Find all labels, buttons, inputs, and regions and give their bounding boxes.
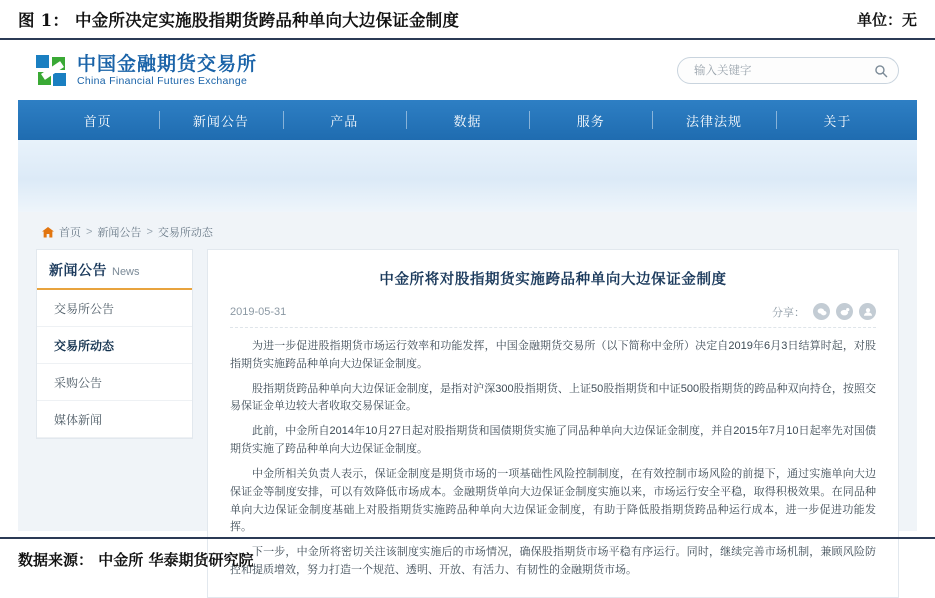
sidebar-item-exchange-announcements[interactable] [37, 290, 192, 327]
sidebar-item-label: 交易所公告 [54, 301, 115, 316]
nav-label: 法律法规 [686, 113, 743, 129]
main-nav [18, 100, 917, 140]
nav-item-news[interactable] [159, 100, 282, 140]
site-logo[interactable] [36, 54, 257, 87]
nav-label: 首页 [83, 113, 112, 129]
nav-item-products[interactable] [283, 100, 406, 140]
sidebar-item-label: 采购公告 [54, 375, 103, 390]
breadcrumb [36, 212, 899, 249]
sidebar-title-cn: 新闻公告 [49, 262, 107, 278]
search-input[interactable] [692, 64, 874, 78]
sidebar-item-procurement[interactable] [37, 364, 192, 401]
article-paragraph: 为进一步促进股指期货市场运行效率和功能发挥，中国金融期货交易所（以下简称中金所）决定自2019年6月3日结算时起，对股指期货实施跨品种单向大边保证金制度。 [230, 340, 876, 370]
nav-label: 产品 [330, 113, 359, 129]
qzone-share-icon[interactable] [859, 303, 876, 320]
breadcrumb-separator: > [146, 226, 153, 238]
nav-item-data[interactable] [406, 100, 529, 140]
article-paragraph: 中金所相关负责人表示，保证金制度是期货市场的一项基础性风险控制制度，在有效控制市场风险的前提下，通过实施单向大边保证金等制度安排，可以有效降低市场成本。金融期货单向大边保证金制度实施以来，市场运行安全平稳，取得积极效果。在同品种单向大边保证金制度基础上对股指期货实施跨品种单向大边保证金制度，有助于降低股指期货跨品种运行成本，进一步促进功能发挥。 [230, 467, 876, 534]
nav-item-home[interactable] [36, 100, 159, 140]
share-label: 分享： [772, 306, 805, 319]
wechat-share-icon[interactable] [813, 303, 830, 320]
sidebar-item-label: 媒体新闻 [54, 412, 103, 427]
figure-source: 数据来源： 中金所 华泰期货研究院 [18, 550, 254, 569]
article-paragraph: 股指期货跨品种单向大边保证金制度，是指对沪深300股指期货、上证50股指期货和中证500股指期货的跨品种双向持仓，按照交易保证金单边较大者收取交易保证金。 [230, 382, 876, 413]
sidebar-item-media-news[interactable] [37, 401, 192, 438]
nav-label: 关于 [823, 113, 852, 129]
sidebar-header [37, 250, 192, 290]
breadcrumb-item-current: 交易所动态 [157, 227, 213, 239]
breadcrumb-item-home[interactable]: 首页 [59, 227, 81, 239]
article-paragraph: 下一步，中金所将密切关注该制度实施后的市场情况，确保股指期货市场平稳有序运行。同时，继续完善市场机制，兼顾风险防控和提质增效，努力打造一个规范、透明、开放、有活力、有韧性的金融期货市场。 [230, 546, 876, 576]
cffex-logo-icon [36, 55, 68, 87]
page-banner [18, 140, 917, 212]
nav-item-about[interactable] [776, 100, 899, 140]
nav-label: 数据 [453, 113, 482, 129]
nav-label: 服务 [576, 113, 605, 129]
sidebar-item-exchange-news[interactable] [37, 327, 192, 364]
search-box[interactable] [677, 57, 899, 84]
breadcrumb-item-news[interactable]: 新闻公告 [97, 227, 142, 239]
nav-item-services[interactable] [529, 100, 652, 140]
figure-header [0, 0, 935, 40]
home-icon [42, 227, 54, 238]
figure-unit: 单位：无 [856, 10, 917, 29]
sidebar-item-label: 交易所动态 [54, 338, 115, 353]
nav-item-laws[interactable] [652, 100, 775, 140]
sidebar-title-en: News [112, 266, 140, 278]
nav-label: 新闻公告 [192, 113, 249, 129]
weibo-share-icon[interactable] [836, 303, 853, 320]
figure-title: 图 1： 中金所决定实施股指期货跨品种单向大边保证金制度 [18, 11, 460, 30]
article-paragraph: 此前，中金所自2014年10月27日起对股指期货和国债期货实施了同品种单向大边保证金制度，并自2015年7月10日起率先对国债期货实施了跨品种单向大边保证金制度。 [230, 425, 876, 456]
sidebar [36, 249, 193, 439]
share-group [772, 303, 876, 320]
logo-text-en: China Financial Futures Exchange [77, 74, 248, 87]
figure-footer [0, 537, 935, 579]
article-date: 2019-05-31 [230, 305, 287, 318]
logo-text-cn: 中国金融期货交易所 [77, 53, 258, 76]
article-title: 中金所将对股指期货实施跨品种单向大边保证金制度 [379, 272, 727, 288]
breadcrumb-separator: > [86, 226, 93, 238]
search-icon[interactable] [874, 64, 888, 78]
site-header [18, 42, 917, 100]
article-meta [230, 303, 876, 328]
